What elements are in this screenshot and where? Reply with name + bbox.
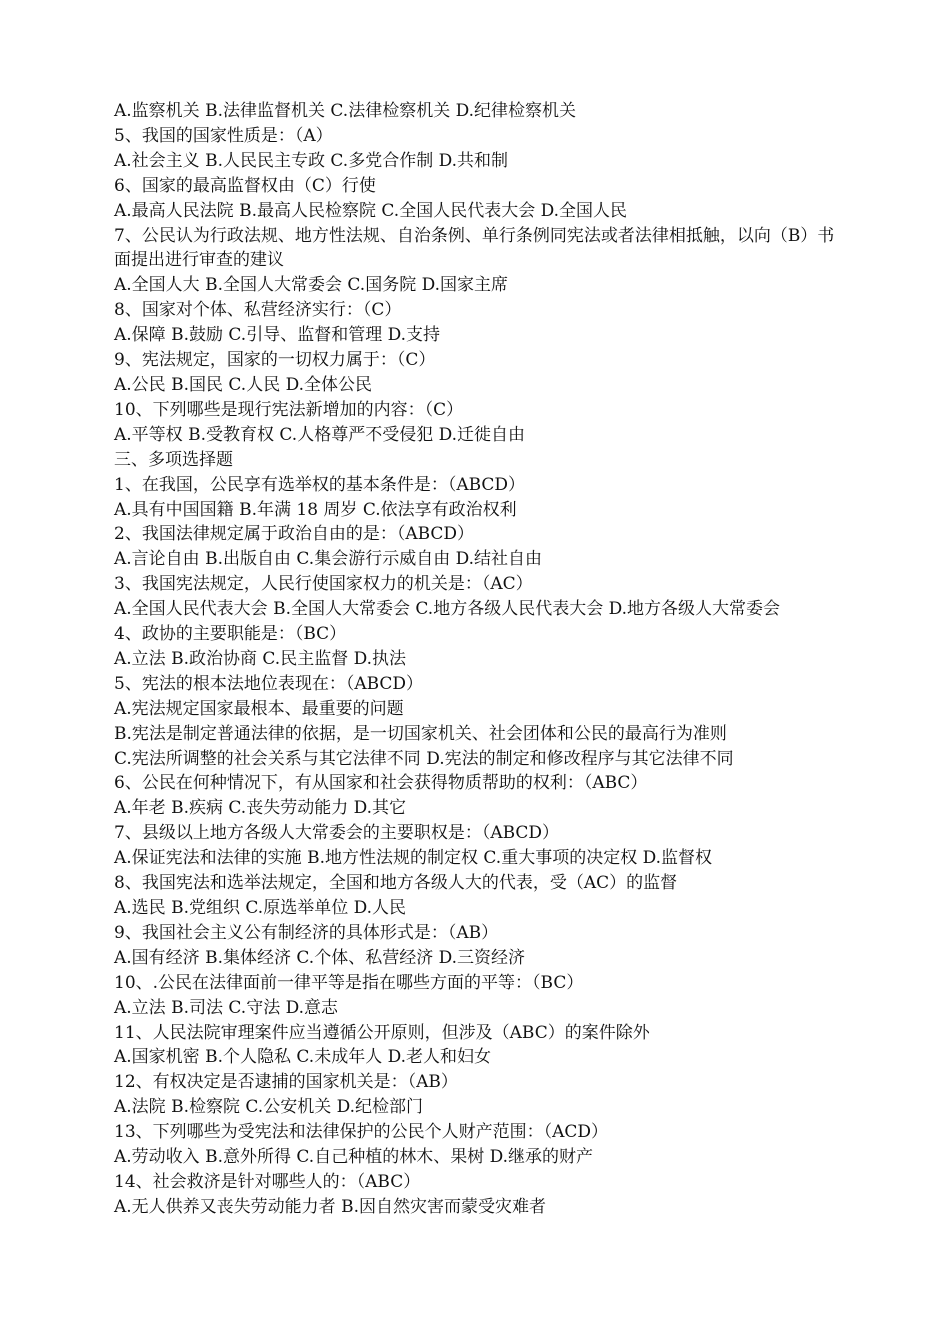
text-line: 9、我国社会主义公有制经济的具体形式是：（AB）	[114, 922, 499, 943]
text-line: 1、在我国，公民享有选举权的基本条件是：（ABCD）	[114, 474, 526, 495]
text-line: A.保证宪法和法律的实施 B.地方性法规的制定权 C.重大事项的决定权 D.监督权	[114, 848, 713, 869]
text-line: A.国有经济 B.集体经济 C.个体、私营经济 D.三资经济	[114, 947, 526, 968]
text-line: 11、人民法院审理案件应当遵循公开原则，但涉及（ABC）的案件除外	[114, 1022, 650, 1043]
text-line: 10、.公民在法律面前一律平等是指在哪些方面的平等：（BC）	[114, 972, 584, 993]
text-line: A.无人供养又丧失劳动能力者 B.因自然灾害而蒙受灾难者	[114, 1196, 546, 1217]
text-line: A.具有中国国籍 B.年满 18 周岁 C.依法享有政治权利	[114, 499, 517, 520]
text-line: A.立法 B.政治协商 C.民主监督 D.执法	[114, 648, 407, 669]
text-line: 4、政协的主要职能是：（BC）	[114, 624, 347, 645]
text-line: A.宪法规定国家最根本、最重要的问题	[114, 698, 404, 719]
text-line: B.宪法是制定普通法律的依据，是一切国家机关、社会团体和公民的最高行为准则	[114, 723, 727, 744]
text-line: 7、公民认为行政法规、地方性法规、自治条例、单行条例同宪法或者法律相抵触，以向（B）书面提出进行审查的建议	[114, 225, 835, 271]
text-line: A.最高人民法院 B.最高人民检察院 C.全国人民代表大会 D.全国人民	[114, 200, 628, 221]
text-line: A.年老 B.疾病 C.丧失劳动能力 D.其它	[114, 798, 407, 819]
text-line: 6、国家的最高监督权由（C）行使	[114, 175, 376, 196]
text-line: 14、社会救济是针对哪些人的：（ABC）	[114, 1171, 421, 1192]
text-line: A.社会主义 B.人民民主专政 C.多党合作制 D.共和制	[114, 150, 509, 171]
text-line: 三、多项选择题	[114, 449, 233, 470]
text-line: 6、公民在何种情况下，有从国家和社会获得物质帮助的权利：（ABC）	[114, 773, 648, 794]
text-line: A.劳动收入 B.意外所得 C.自己种植的林木、果树 D.继承的财产	[114, 1147, 594, 1168]
text-line: 10、下列哪些是现行宪法新增加的内容：（C）	[114, 399, 464, 420]
text-line: 9、宪法规定，国家的一切权力属于：（C）	[114, 350, 436, 371]
text-line: A.全国人大 B.全国人大常委会 C.国务院 D.国家主席	[114, 275, 509, 296]
text-line: A.保障 B.鼓励 C.引导、监督和管理 D.支持	[114, 325, 441, 346]
text-line: 5、宪法的根本法地位表现在：（ABCD）	[114, 673, 424, 694]
text-line: 3、我国宪法规定，人民行使国家权力的机关是：（AC）	[114, 574, 533, 595]
text-line: A.立法 B.司法 C.守法 D.意志	[114, 997, 339, 1018]
text-line: 13、下列哪些为受宪法和法律保护的公民个人财产范围：（ACD）	[114, 1122, 609, 1143]
text-line: 8、我国宪法和选举法规定，全国和地方各级人大的代表，受（AC）的监督	[114, 873, 678, 894]
document-body	[114, 99, 844, 1220]
text-line: A.法院 B.检察院 C.公安机关 D.纪检部门	[114, 1097, 424, 1118]
text-line: A.选民 B.党组织 C.原选举单位 D.人民	[114, 898, 407, 918]
text-line: 7、县级以上地方各级人大常委会的主要职权是：（ABCD）	[114, 823, 560, 844]
text-line: 8、国家对个体、私营经济实行：（C）	[114, 300, 402, 321]
text-line: 5、我国的国家性质是：（A）	[114, 125, 333, 146]
text-line: A.全国人民代表大会 B.全国人大常委会 C.地方各级人民代表大会 D.地方各级人大常委会	[114, 599, 781, 620]
text-line: A.监察机关 B.法律监督机关 C.法律检察机关 D.纪律检察机关	[114, 101, 577, 121]
text-line: A.平等权 B.受教育权 C.人格尊严不受侵犯 D.迁徙自由	[114, 424, 526, 445]
text-line: 2、我国法律规定属于政治自由的是：（ABCD）	[114, 524, 475, 545]
text-line: A.言论自由 B.出版自由 C.集会游行示威自由 D.结社自由	[114, 549, 543, 570]
text-line: C.宪法所调整的社会关系与其它法律不同 D.宪法的制定和修改程序与其它法律不同	[114, 748, 734, 769]
text-line: A.国家机密 B.个人隐私 C.未成年人 D.老人和妇女	[114, 1047, 492, 1068]
text-line: A.公民 B.国民 C.人民 D.全体公民	[114, 374, 373, 395]
text-line: 12、有权决定是否逮捕的国家机关是：（AB）	[114, 1072, 458, 1093]
